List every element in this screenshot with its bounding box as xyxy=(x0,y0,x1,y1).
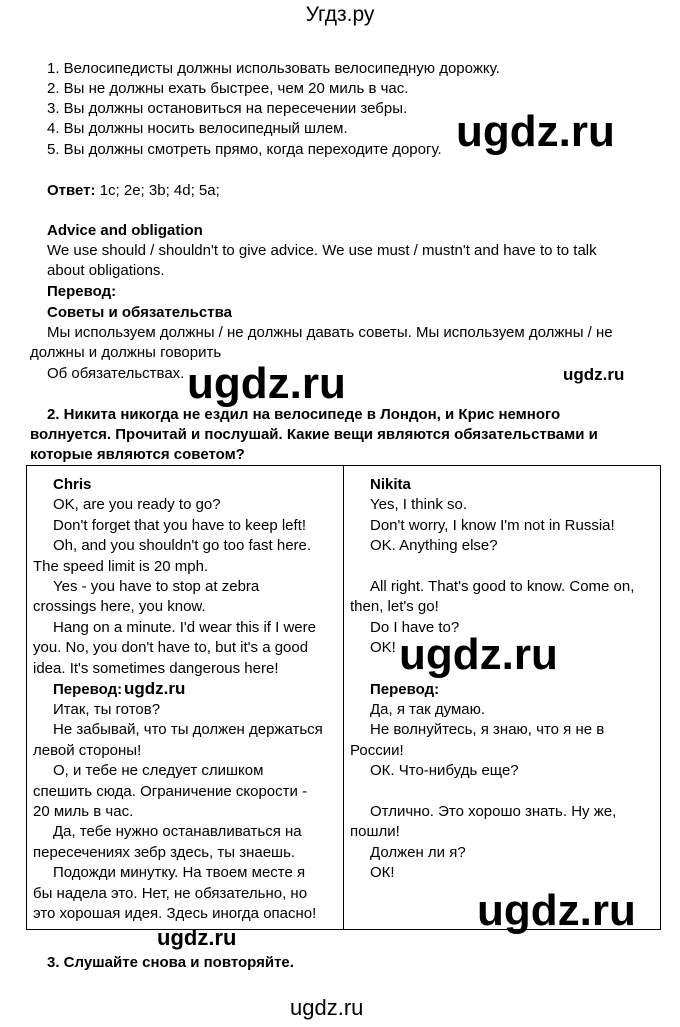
task2-line-2: волнуется. Прочитай и послушай. Какие вещи являются обязательствами и xyxy=(30,426,598,443)
watermark: ugdz.ru xyxy=(563,365,625,384)
left-line: Oh, and you shouldn't go too fast here. xyxy=(53,537,312,554)
translation-item-2: 2. Вы не должны ехать быстрее, чем 20 миль в час. xyxy=(47,80,409,97)
right-line: ОК! xyxy=(370,864,395,881)
left-line: Не забывай, что ты должен держаться xyxy=(53,721,323,738)
watermark: ugdz.ru xyxy=(399,630,558,679)
left-line: пересечениях зебр здесь, ты знаешь. xyxy=(33,844,296,861)
task2-line-3: которые являются советом? xyxy=(30,446,245,463)
site-title: Угдз.ру xyxy=(305,3,375,26)
right-line: ОК. Что-нибудь еще? xyxy=(370,762,519,779)
advice-translation-2: должны и должны говорить xyxy=(30,344,222,361)
left-translation-label: Перевод: xyxy=(53,681,123,698)
task3-text: 3. Слушайте снова и повторяйте. xyxy=(47,954,294,971)
right-line: Да, я так думаю. xyxy=(370,701,486,718)
left-line: OK, are you ready to go? xyxy=(53,496,221,513)
left-line: О, и тебе не следует слишком xyxy=(53,762,264,779)
watermark: ugdz.ru xyxy=(124,679,186,698)
right-line: Yes, I think so. xyxy=(370,496,468,513)
advice-translation-heading: Советы и обязательства xyxy=(47,304,232,321)
task2-line-1: 2. Никита никогда не ездил на велосипеде в Лондон, и Крис немного xyxy=(47,406,561,423)
right-line: OK! xyxy=(370,639,396,656)
left-line: левой стороны! xyxy=(33,742,142,759)
advice-text-1: We use should / shouldn't to give advice. We use must / mustn't and have to to talk xyxy=(47,242,597,259)
advice-heading: Advice and obligation xyxy=(47,222,203,239)
advice-text-2: about obligations. xyxy=(47,262,165,279)
advice-translation-label: Перевод: xyxy=(47,283,117,300)
watermark: ugdz.ru xyxy=(187,359,346,408)
left-line: Итак, ты готов? xyxy=(53,701,161,718)
right-translation-label: Перевод: xyxy=(370,681,440,698)
right-line: Do I have to? xyxy=(370,619,460,636)
right-line: Не волнуйтесь, я знаю, что я не в xyxy=(370,721,605,738)
left-line: Don't forget that you have to keep left! xyxy=(53,517,307,534)
left-line: idea. It's sometimes dangerous here! xyxy=(33,660,279,677)
right-line: пошли! xyxy=(350,823,400,840)
left-line: Подожди минутку. На твоем месте я xyxy=(53,864,306,881)
right-line: России! xyxy=(350,742,404,759)
right-line: Отлично. Это хорошо знать. Ну же, xyxy=(370,803,617,820)
left-line: you. No, you don't have to, but it's a good xyxy=(33,639,309,656)
advice-translation-3: Об обязательствах. xyxy=(47,365,185,382)
translation-item-3: 3. Вы должны остановиться на пересечении зебры. xyxy=(47,100,408,117)
watermark: ugdz.ru xyxy=(477,886,636,935)
right-line: Должен ли я? xyxy=(370,844,466,861)
watermark: ugdz.ru xyxy=(157,925,237,950)
right-line: All right. That's good to know. Come on, xyxy=(370,578,635,595)
left-line: crossings here, you know. xyxy=(33,598,206,615)
footer-watermark: ugdz.ru xyxy=(290,995,364,1020)
answer-line xyxy=(47,181,220,201)
left-line: Yes - you have to stop at zebra xyxy=(53,578,260,595)
translation-item-1: 1. Велосипедисты должны использовать велосипедную дорожку. xyxy=(47,60,500,77)
answer-label: Ответ: xyxy=(47,182,96,199)
left-line: Hang on a minute. I'd wear this if I were xyxy=(53,619,316,636)
answer-value: 1c; 2e; 3b; 4d; 5a; xyxy=(95,182,220,199)
right-speaker: Nikita xyxy=(370,476,411,493)
left-line: бы надела это. Нет, не обязательно, но xyxy=(33,885,308,902)
left-speaker: Chris xyxy=(53,476,92,493)
translation-item-5: 5. Вы должны смотреть прямо, когда переходите дорогу. xyxy=(47,141,442,158)
left-line: спешить сюда. Ограничение скорости - xyxy=(33,783,308,800)
left-line: 20 миль в час. xyxy=(33,803,134,820)
advice-translation-1: Мы используем должны / не должны давать советы. Мы используем должны / не xyxy=(47,324,613,341)
left-line: The speed limit is 20 mph. xyxy=(33,558,209,575)
right-line: then, let's go! xyxy=(350,598,439,615)
translation-item-4: 4. Вы должны носить велосипедный шлем. xyxy=(47,120,348,137)
left-line: Да, тебе нужно останавливаться на xyxy=(53,823,302,840)
right-line: OK. Anything else? xyxy=(370,537,498,554)
left-line: это хорошая идея. Здесь иногда опасно! xyxy=(33,905,317,922)
right-line: Don't worry, I know I'm not in Russia! xyxy=(370,517,615,534)
table-divider xyxy=(343,466,344,929)
watermark: ugdz.ru xyxy=(456,107,615,156)
